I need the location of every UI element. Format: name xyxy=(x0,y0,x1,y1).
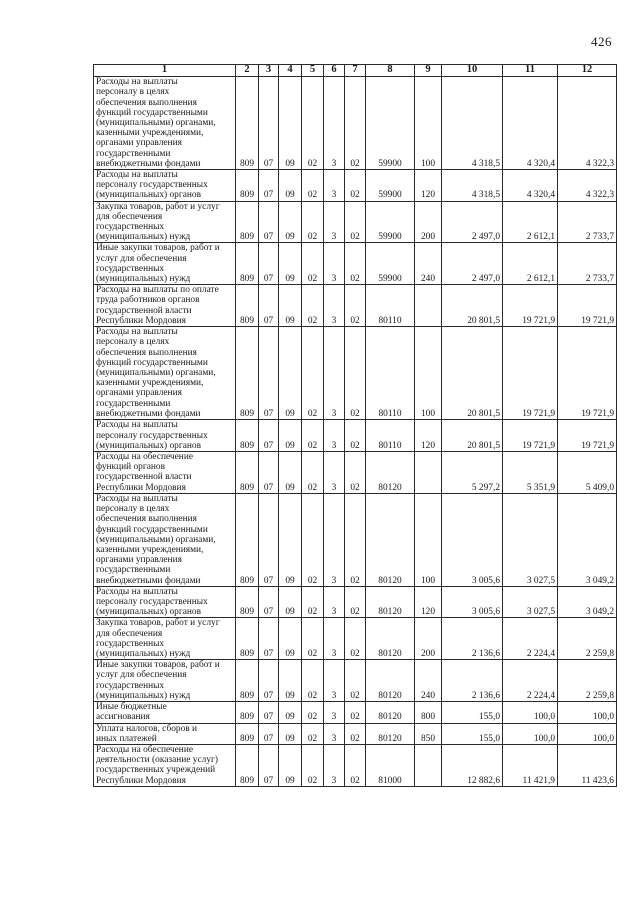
budget-table xyxy=(93,64,617,787)
amount-cell: 2 733,7 xyxy=(558,243,617,285)
amount-cell: 100,0 xyxy=(558,702,617,723)
table-row xyxy=(94,744,617,786)
amount-cell: 100,0 xyxy=(503,723,558,744)
code-cell: 02 xyxy=(345,243,366,285)
code-cell: 3 xyxy=(324,586,345,618)
amount-cell: 3 005,6 xyxy=(442,493,503,586)
amount-cell: 4 320,4 xyxy=(503,77,558,170)
amount-cell: 2 497,0 xyxy=(442,243,503,285)
expense-description: Расходы на обеспечение деятельности (оказание услуг) государственных учреждений Республики Мордовия xyxy=(94,744,236,786)
code-cell: 09 xyxy=(279,618,302,660)
code-cell: 100 xyxy=(415,327,442,420)
amount-cell: 2 733,7 xyxy=(558,201,617,243)
amount-cell: 20 801,5 xyxy=(442,420,503,452)
expense-description: Иные закупки товаров, работ и услуг для обеспечения государственных (муниципальных) нужд xyxy=(94,660,236,702)
code-cell: 120 xyxy=(415,170,442,202)
code-cell: 02 xyxy=(302,327,324,420)
amount-cell: 5 351,9 xyxy=(503,452,558,494)
code-cell: 07 xyxy=(259,452,279,494)
code-cell: 02 xyxy=(302,723,324,744)
code-cell: 80120 xyxy=(366,660,415,702)
table-row xyxy=(94,327,617,420)
code-cell: 120 xyxy=(415,420,442,452)
code-cell: 02 xyxy=(345,744,366,786)
code-cell: 09 xyxy=(279,452,302,494)
code-cell: 09 xyxy=(279,243,302,285)
amount-cell: 4 322,3 xyxy=(558,170,617,202)
code-cell: 3 xyxy=(324,744,345,786)
expense-description: Расходы на выплаты персоналу в целях обеспечения выполнения функций государственными (муниципальными) органами, казенными учреждениями, органами управления государственными внебюджетными фондами xyxy=(94,327,236,420)
code-cell: 200 xyxy=(415,618,442,660)
code-cell: 07 xyxy=(259,77,279,170)
code-cell: 09 xyxy=(279,170,302,202)
amount-cell: 19 721,9 xyxy=(558,285,617,327)
amount-cell: 2 259,8 xyxy=(558,660,617,702)
header-cell: 5 xyxy=(302,65,324,77)
expense-description: Закупка товаров, работ и услуг для обеспечения государственных (муниципальных) нужд xyxy=(94,201,236,243)
code-cell: 3 xyxy=(324,243,345,285)
code-cell: 3 xyxy=(324,452,345,494)
amount-cell: 11 421,9 xyxy=(503,744,558,786)
amount-cell: 155,0 xyxy=(442,723,503,744)
amount-cell: 19 721,9 xyxy=(558,420,617,452)
code-cell: 3 xyxy=(324,702,345,723)
code-cell: 3 xyxy=(324,660,345,702)
amount-cell: 19 721,9 xyxy=(503,327,558,420)
code-cell: 07 xyxy=(259,170,279,202)
code-cell: 09 xyxy=(279,493,302,586)
code-cell: 809 xyxy=(236,452,259,494)
code-cell: 07 xyxy=(259,493,279,586)
code-cell: 09 xyxy=(279,723,302,744)
code-cell: 800 xyxy=(415,702,442,723)
code-cell: 240 xyxy=(415,660,442,702)
table-row xyxy=(94,170,617,202)
header-cell: 1 xyxy=(94,65,236,77)
code-cell: 809 xyxy=(236,243,259,285)
code-cell xyxy=(415,744,442,786)
code-cell: 3 xyxy=(324,285,345,327)
code-cell: 07 xyxy=(259,660,279,702)
code-cell: 80120 xyxy=(366,586,415,618)
table-row xyxy=(94,493,617,586)
header-cell: 3 xyxy=(259,65,279,77)
code-cell: 02 xyxy=(345,452,366,494)
code-cell: 3 xyxy=(324,327,345,420)
amount-cell: 5 409,0 xyxy=(558,452,617,494)
code-cell: 02 xyxy=(302,493,324,586)
code-cell: 809 xyxy=(236,744,259,786)
table-row xyxy=(94,201,617,243)
amount-cell: 4 318,5 xyxy=(442,170,503,202)
code-cell: 02 xyxy=(345,586,366,618)
amount-cell: 3 049,2 xyxy=(558,493,617,586)
code-cell: 02 xyxy=(345,493,366,586)
code-cell: 07 xyxy=(259,586,279,618)
amount-cell: 2 612,1 xyxy=(503,201,558,243)
code-cell: 80120 xyxy=(366,493,415,586)
code-cell: 3 xyxy=(324,420,345,452)
code-cell: 809 xyxy=(236,618,259,660)
code-cell: 07 xyxy=(259,201,279,243)
expense-description: Расходы на выплаты персоналу в целях обеспечения выполнения функций государственными (муниципальными) органами, казенными учреждениями, органами управления государственными внебюджетными фондами xyxy=(94,493,236,586)
code-cell: 02 xyxy=(302,201,324,243)
expense-description: Расходы на выплаты персоналу государственных (муниципальных) органов xyxy=(94,170,236,202)
amount-cell: 4 318,5 xyxy=(442,77,503,170)
table-row xyxy=(94,285,617,327)
code-cell: 100 xyxy=(415,77,442,170)
code-cell: 81000 xyxy=(366,744,415,786)
code-cell: 07 xyxy=(259,702,279,723)
code-cell xyxy=(415,285,442,327)
header-cell: 10 xyxy=(442,65,503,77)
amount-cell: 20 801,5 xyxy=(442,285,503,327)
code-cell: 02 xyxy=(345,420,366,452)
amount-cell: 100,0 xyxy=(558,723,617,744)
code-cell: 09 xyxy=(279,327,302,420)
expense-description: Расходы на выплаты персоналу государственных (муниципальных) органов xyxy=(94,586,236,618)
code-cell: 02 xyxy=(302,660,324,702)
code-cell xyxy=(415,452,442,494)
page-number: 426 xyxy=(591,34,612,49)
code-cell: 02 xyxy=(302,243,324,285)
table-row xyxy=(94,77,617,170)
header-row xyxy=(94,65,617,77)
amount-cell: 12 882,6 xyxy=(442,744,503,786)
header-cell: 6 xyxy=(324,65,345,77)
code-cell: 809 xyxy=(236,586,259,618)
expense-description: Иные бюджетные ассигнования xyxy=(94,702,236,723)
code-cell: 3 xyxy=(324,201,345,243)
amount-cell: 2 224,4 xyxy=(503,660,558,702)
amount-cell: 2 224,4 xyxy=(503,618,558,660)
code-cell: 02 xyxy=(345,723,366,744)
code-cell: 09 xyxy=(279,77,302,170)
code-cell: 02 xyxy=(302,702,324,723)
amount-cell: 19 721,9 xyxy=(503,285,558,327)
table-row xyxy=(94,452,617,494)
header-cell: 4 xyxy=(279,65,302,77)
code-cell: 02 xyxy=(302,77,324,170)
amount-cell: 3 049,2 xyxy=(558,586,617,618)
code-cell: 809 xyxy=(236,660,259,702)
code-cell: 02 xyxy=(345,702,366,723)
code-cell: 07 xyxy=(259,723,279,744)
code-cell: 07 xyxy=(259,618,279,660)
code-cell: 3 xyxy=(324,493,345,586)
code-cell: 80120 xyxy=(366,618,415,660)
code-cell: 09 xyxy=(279,586,302,618)
code-cell: 02 xyxy=(302,586,324,618)
table-row xyxy=(94,660,617,702)
header-cell: 2 xyxy=(236,65,259,77)
amount-cell: 4 320,4 xyxy=(503,170,558,202)
amount-cell: 19 721,9 xyxy=(558,327,617,420)
code-cell: 02 xyxy=(345,327,366,420)
amount-cell: 5 297,2 xyxy=(442,452,503,494)
code-cell: 02 xyxy=(345,660,366,702)
code-cell: 07 xyxy=(259,285,279,327)
header-cell: 11 xyxy=(503,65,558,77)
header-cell: 8 xyxy=(366,65,415,77)
amount-cell: 20 801,5 xyxy=(442,327,503,420)
code-cell: 809 xyxy=(236,77,259,170)
code-cell: 02 xyxy=(345,77,366,170)
code-cell: 59900 xyxy=(366,170,415,202)
code-cell: 02 xyxy=(302,744,324,786)
code-cell: 09 xyxy=(279,420,302,452)
code-cell: 3 xyxy=(324,170,345,202)
amount-cell: 3 027,5 xyxy=(503,586,558,618)
code-cell: 3 xyxy=(324,77,345,170)
amount-cell: 155,0 xyxy=(442,702,503,723)
code-cell: 07 xyxy=(259,420,279,452)
expense-description: Иные закупки товаров, работ и услуг для обеспечения государственных (муниципальных) нужд xyxy=(94,243,236,285)
table-row xyxy=(94,723,617,744)
table-row xyxy=(94,243,617,285)
code-cell: 809 xyxy=(236,493,259,586)
code-cell: 02 xyxy=(345,170,366,202)
amount-cell: 2 497,0 xyxy=(442,201,503,243)
code-cell: 59900 xyxy=(366,243,415,285)
code-cell: 80120 xyxy=(366,702,415,723)
code-cell: 02 xyxy=(345,201,366,243)
code-cell: 850 xyxy=(415,723,442,744)
amount-cell: 4 322,3 xyxy=(558,77,617,170)
amount-cell: 11 423,6 xyxy=(558,744,617,786)
code-cell: 02 xyxy=(302,170,324,202)
table-row xyxy=(94,586,617,618)
code-cell: 809 xyxy=(236,327,259,420)
amount-cell: 19 721,9 xyxy=(503,420,558,452)
code-cell: 80120 xyxy=(366,452,415,494)
amount-cell: 2 136,6 xyxy=(442,618,503,660)
code-cell: 07 xyxy=(259,744,279,786)
code-cell: 809 xyxy=(236,285,259,327)
expense-description: Расходы на выплаты по оплате труда работников органов государственной власти Республики Мордовия xyxy=(94,285,236,327)
expense-description: Уплата налогов, сборов и иных платежей xyxy=(94,723,236,744)
code-cell: 02 xyxy=(302,452,324,494)
code-cell: 02 xyxy=(345,285,366,327)
table-row xyxy=(94,420,617,452)
amount-cell: 2 612,1 xyxy=(503,243,558,285)
code-cell: 809 xyxy=(236,723,259,744)
header-cell: 9 xyxy=(415,65,442,77)
code-cell: 80120 xyxy=(366,723,415,744)
amount-cell: 3 027,5 xyxy=(503,493,558,586)
code-cell: 02 xyxy=(302,618,324,660)
code-cell: 809 xyxy=(236,201,259,243)
code-cell: 09 xyxy=(279,201,302,243)
code-cell: 120 xyxy=(415,586,442,618)
code-cell: 09 xyxy=(279,285,302,327)
code-cell: 100 xyxy=(415,493,442,586)
code-cell: 07 xyxy=(259,243,279,285)
code-cell: 09 xyxy=(279,744,302,786)
code-cell: 3 xyxy=(324,618,345,660)
code-cell: 59900 xyxy=(366,77,415,170)
expense-description: Расходы на выплаты персоналу в целях обеспечения выполнения функций государственными (муниципальными) органами, казенными учреждениями, органами управления государственными внебюджетными фондами xyxy=(94,77,236,170)
code-cell: 02 xyxy=(302,420,324,452)
code-cell: 3 xyxy=(324,723,345,744)
code-cell: 02 xyxy=(345,618,366,660)
code-cell: 240 xyxy=(415,243,442,285)
code-cell: 59900 xyxy=(366,201,415,243)
code-cell: 02 xyxy=(302,285,324,327)
code-cell: 80110 xyxy=(366,285,415,327)
code-cell: 809 xyxy=(236,420,259,452)
code-cell: 809 xyxy=(236,702,259,723)
code-cell: 80110 xyxy=(366,327,415,420)
table-row xyxy=(94,618,617,660)
code-cell: 07 xyxy=(259,327,279,420)
header-cell: 7 xyxy=(345,65,366,77)
expense-description: Закупка товаров, работ и услуг для обеспечения государственных (муниципальных) нужд xyxy=(94,618,236,660)
code-cell: 809 xyxy=(236,170,259,202)
amount-cell: 2 259,8 xyxy=(558,618,617,660)
header-cell: 12 xyxy=(558,65,617,77)
amount-cell: 100,0 xyxy=(503,702,558,723)
amount-cell: 2 136,6 xyxy=(442,660,503,702)
code-cell: 80110 xyxy=(366,420,415,452)
expense-description: Расходы на выплаты персоналу государственных (муниципальных) органов xyxy=(94,420,236,452)
code-cell: 09 xyxy=(279,660,302,702)
table-row xyxy=(94,702,617,723)
amount-cell: 3 005,6 xyxy=(442,586,503,618)
expense-description: Расходы на обеспечение функций органов государственной власти Республики Мордовия xyxy=(94,452,236,494)
code-cell: 09 xyxy=(279,702,302,723)
code-cell: 200 xyxy=(415,201,442,243)
